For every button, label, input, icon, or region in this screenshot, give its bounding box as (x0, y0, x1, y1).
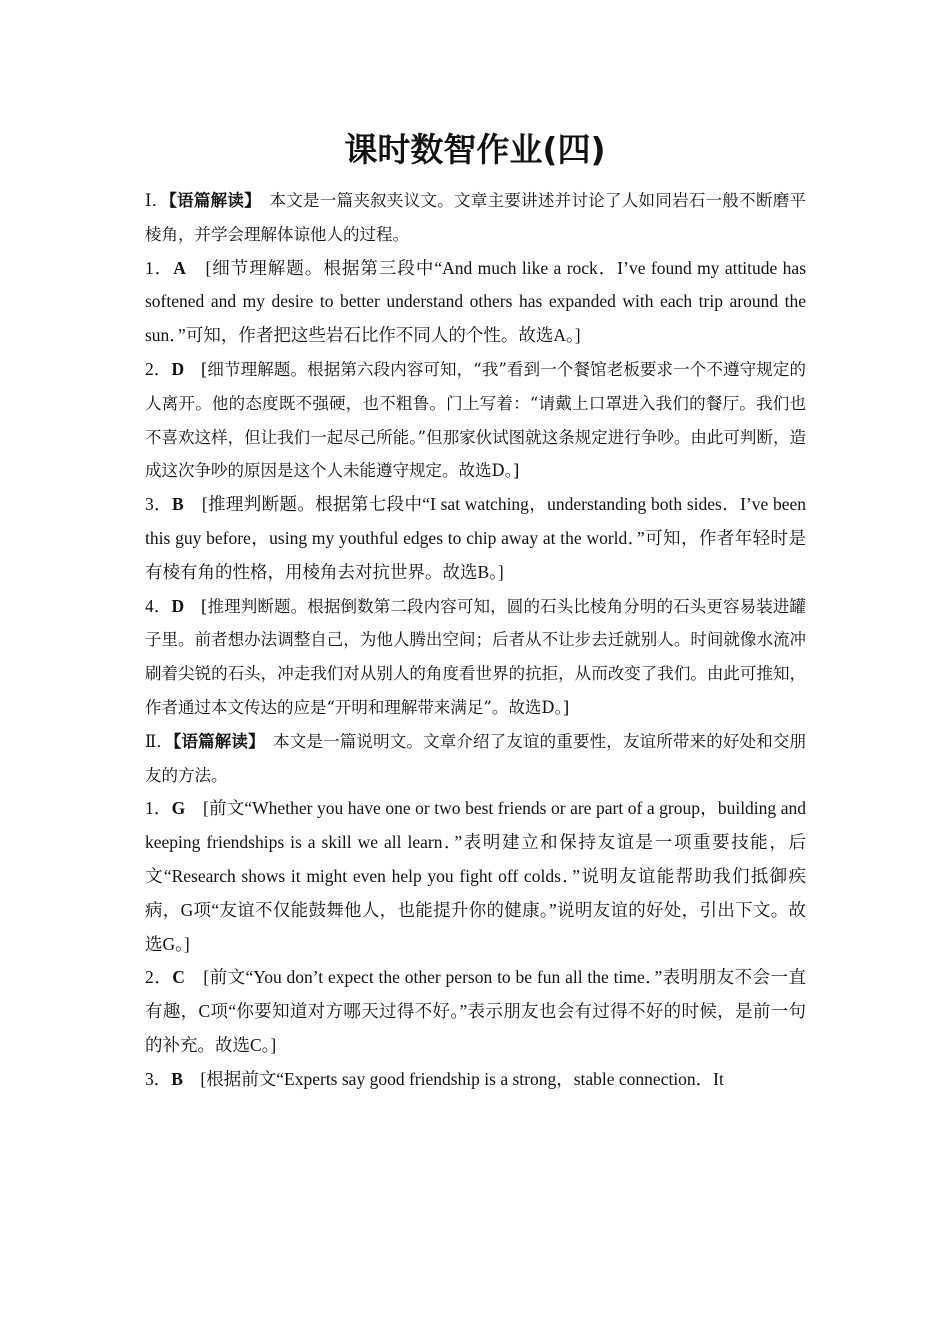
answer-letter: A (173, 257, 186, 278)
section-number: Ⅱ． (145, 731, 174, 751)
answer-explanation: [前文“You don’t expect the other person to be fun all the time．”表明朋友不会一直有趣，C项“你要知道对方哪天过得不好。”表示朋友也会有过得不好的时候，是前一句的补充。故选C。] (145, 967, 806, 1055)
answer-letter: C (172, 967, 185, 988)
answer-explanation: [推理判断题。根据倒数第二段内容可知，圆的石头比棱角分明的石头更容易装进罐子里。前者想办法调整自己，为他人腾出空间；后者从不让步去迁就别人。时间就像水流冲刷着尖锐的石头，冲走我们对从别人的角度看世界的抗拒，从而改变了我们。由此可推知，作者通过本文传达的应是“开明和理解带来满足”。故选D。] (145, 596, 807, 717)
item-number: 3． (145, 494, 172, 515)
item-number: 2． (145, 358, 172, 379)
answer-letter: D (171, 358, 185, 379)
answer-explanation: [细节理解题。根据第三段中“And much like a rock．I’ve found my attitude has softened and my desire to better understand others has expanded with each trip around the sun．”可知，作者把这些岩石比作不同人的个性。故选A。] (145, 257, 807, 346)
section-number: Ⅰ． (145, 191, 169, 210)
answer-item (145, 488, 806, 589)
answer-item (145, 590, 806, 725)
answer-letter: G (171, 798, 186, 819)
item-number: 1． (145, 257, 174, 278)
answer-item (145, 353, 806, 488)
section-summary: 本文是一篇说明文。文章介绍了友谊的重要性，友谊所带来的好处和交朋友的方法。 (145, 731, 807, 785)
answer-item (145, 252, 806, 353)
item-number: 2． (145, 967, 173, 988)
answer-explanation: [根据前文“Experts say good friendship is a strong，stable connection．It (182, 1068, 724, 1089)
section-summary: 本文是一篇夹叙夹议文。文章主要讲述并讨论了人如同岩石一般不断磨平棱角，并学会理解体谅他人的过程。 (145, 191, 807, 244)
answer-explanation: [细节理解题。根据第六段内容可知，“我”看到一个餐馆老板要求一个不遵守规定的人离开。他的态度既不强硬，也不粗鲁。门上写着：“请戴上口罩进入我们的餐厅。我们也不喜欢这样，但让我们一起尽己所能。”但那家伙试图就这条规定进行争吵。由此可判断，造成这次争吵的原因是这个人未能遵守规定。故选D。] (145, 359, 806, 481)
section-heading: 【语篇解读】 (168, 191, 253, 210)
item-number: 4． (145, 595, 172, 616)
section-2-intro (145, 725, 806, 793)
answer-letter: B (171, 494, 184, 515)
section-1-intro (145, 184, 806, 252)
answer-item (145, 961, 806, 1062)
answer-letter: B (171, 1068, 183, 1089)
answer-item (145, 792, 806, 961)
item-number: 3． (145, 1068, 172, 1089)
section-heading: 【语篇解读】 (173, 731, 257, 751)
document-body (145, 184, 806, 1097)
answer-explanation: [推理判断题。根据第七段中“I sat watching，understanding both sides．I’ve been this guy before，using my youthful edges to chip away at the world．”可知，作者年轻时是有棱有角的性格，用棱角去对抗世界。故选B。] (145, 494, 807, 582)
answer-explanation: [前文“Whether you have one or two best friends or are part of a group，building and keeping friendships is a skill we all learn．”表明建立和保持友谊是一项重要技能，后文“Research shows it might even help you fight off colds．”说明友谊能帮助我们抵御疾病，G项“友谊不仅能鼓舞他人，也能提升你的健康。”说明友谊的好处，引出下文。故选G。] (145, 798, 806, 954)
item-number: 1． (145, 798, 172, 819)
answer-item (145, 1063, 806, 1097)
page-title: 课时数智作业(四) (344, 130, 606, 169)
answer-letter: D (171, 595, 185, 616)
